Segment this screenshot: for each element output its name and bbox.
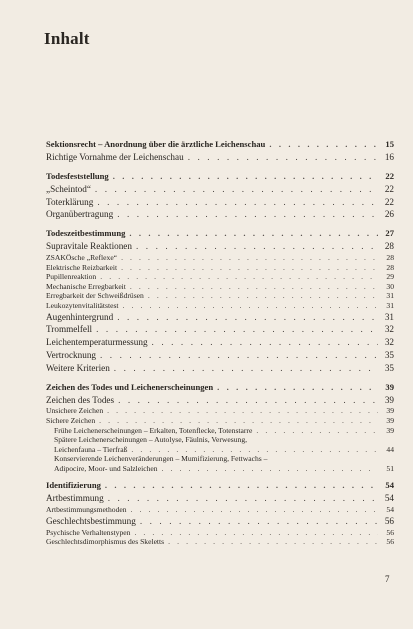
toc-page-number: 35 xyxy=(384,362,394,373)
toc-page-number: 56 xyxy=(386,527,394,537)
dot-leader xyxy=(117,208,378,221)
toc-section xyxy=(46,138,394,164)
dot-leader xyxy=(100,272,378,282)
toc-page-number: 28 xyxy=(386,252,394,262)
toc-entry-title: Leukozytenvitalitätstest xyxy=(46,300,119,310)
toc-page-number: 39 xyxy=(385,381,394,392)
dot-leader xyxy=(129,227,378,240)
dot-leader xyxy=(131,505,378,515)
toc-entry xyxy=(46,445,394,455)
dot-leader xyxy=(162,464,378,474)
page-title: Inhalt xyxy=(44,29,90,48)
toc-section-heading xyxy=(46,170,394,183)
toc-entry-title: Geschlechtsdimorphismus des Skeletts xyxy=(46,537,165,547)
toc-entry-title: Zeichen des Todes xyxy=(46,394,115,405)
toc-entry-title: Zeichen des Todes und Leichenerscheinungen xyxy=(46,381,214,392)
dot-leader xyxy=(97,196,378,209)
toc-page-number: 39 xyxy=(386,406,394,416)
toc-entry-title: Organübertragung xyxy=(46,209,114,220)
toc-section-heading xyxy=(46,381,394,394)
toc-entry xyxy=(46,208,394,221)
toc-entry-title: „Scheintod“ xyxy=(46,183,91,194)
toc-page-number: 32 xyxy=(384,324,394,335)
toc-page-number: 32 xyxy=(384,337,394,348)
toc-section-heading xyxy=(46,479,394,492)
toc-entry xyxy=(46,349,394,362)
toc-page-number: 28 xyxy=(384,241,394,252)
toc-section-heading xyxy=(46,227,394,240)
toc-entry-title: Pupillenreaktion xyxy=(46,272,97,282)
dot-leader xyxy=(140,515,378,528)
toc-entry-title: Sichere Zeichen xyxy=(46,415,96,425)
toc-entry-title: Identifizierung xyxy=(46,480,101,491)
toc-entry-title: Mechanische Erregbarkeit xyxy=(46,281,126,291)
toc-page-number: 35 xyxy=(384,349,394,360)
toc-entry xyxy=(46,282,394,292)
toc-entry xyxy=(46,336,394,349)
toc-entry xyxy=(46,537,394,547)
toc-page-number: 39 xyxy=(386,425,394,435)
toc-entry-title: ZSAKÖsche „Reflexe“ xyxy=(46,252,118,262)
toc-page-number: 16 xyxy=(384,152,394,162)
toc-page-number: 29 xyxy=(386,272,394,282)
toc-entry-title: Geschlechtsbestimmung xyxy=(46,515,136,526)
toc-section-heading xyxy=(46,138,394,151)
toc-entry-title: Toterklärung xyxy=(46,196,94,207)
toc-entry xyxy=(46,362,394,375)
dot-leader xyxy=(136,240,378,253)
toc-entry xyxy=(46,435,394,445)
toc-page-number: 54 xyxy=(385,480,394,491)
toc-page-number: 56 xyxy=(384,515,394,526)
toc-page-number: 27 xyxy=(385,228,394,239)
toc-entry xyxy=(46,301,394,311)
dot-leader xyxy=(123,301,378,311)
toc-section xyxy=(46,170,394,221)
toc-entry-title: Psychische Verhaltenstypen xyxy=(46,527,131,537)
toc-entry-title: Richtige Vornahme der Leichenschau xyxy=(46,152,184,162)
dot-leader xyxy=(100,349,378,362)
toc-entry xyxy=(46,151,394,164)
toc-entry xyxy=(46,196,394,209)
dot-leader xyxy=(269,138,378,151)
dot-leader xyxy=(256,426,378,436)
dot-leader xyxy=(114,362,378,375)
toc-entry-title: Supravitale Reaktionen xyxy=(46,241,132,252)
toc-page-number: 51 xyxy=(386,463,394,473)
toc-entry-title: Erregbarkeit der Schweißdrüsen xyxy=(46,291,144,301)
toc-page-number: 30 xyxy=(386,281,394,291)
toc-entry-title: Trommelfell xyxy=(46,324,93,335)
dot-leader xyxy=(96,323,378,336)
dot-leader xyxy=(121,253,378,263)
toc-entry-title: Artbestimmung xyxy=(46,493,104,504)
toc-entry xyxy=(46,263,394,273)
toc-page-number: 56 xyxy=(386,537,394,547)
dot-leader xyxy=(134,528,378,538)
dot-leader xyxy=(107,406,378,416)
toc-entry xyxy=(46,515,394,528)
toc-entry xyxy=(46,311,394,324)
toc-page-number: 44 xyxy=(386,444,394,454)
dot-leader xyxy=(168,537,378,547)
toc-entry xyxy=(46,406,394,416)
toc-page-number: 54 xyxy=(386,505,394,515)
dot-leader xyxy=(117,311,378,324)
dot-leader xyxy=(113,170,378,183)
toc-page-number: 22 xyxy=(384,183,394,194)
toc-page-number: 54 xyxy=(384,493,394,504)
toc-page-number: 26 xyxy=(384,209,394,220)
dot-leader xyxy=(108,492,378,505)
toc-entry-title: Todesfeststellung xyxy=(46,170,109,181)
toc-entry-title: Leichentemperaturmessung xyxy=(46,337,148,348)
toc-entry xyxy=(46,394,394,407)
toc-entry xyxy=(46,323,394,336)
toc-section xyxy=(46,381,394,474)
toc-entry-title: Adipocire, Moor- und Salzleichen xyxy=(54,463,158,473)
dot-leader xyxy=(118,394,378,407)
toc-entry xyxy=(46,426,394,436)
dot-leader xyxy=(130,282,378,292)
dot-leader xyxy=(105,479,378,492)
toc-page-number: 39 xyxy=(386,415,394,425)
toc-entry-title: Augenhintergrund xyxy=(46,311,114,322)
toc-entry-title: Konservierende Leichenveränderungen – Mumifizierung, Fettwachs – xyxy=(54,454,268,464)
dot-leader xyxy=(152,336,378,349)
toc-entry xyxy=(46,240,394,253)
toc-page-number: 31 xyxy=(386,291,394,301)
toc-page-number: 22 xyxy=(385,170,394,181)
toc-entry xyxy=(46,253,394,263)
dot-leader xyxy=(148,291,378,301)
toc-entry xyxy=(46,454,394,464)
toc-entry-title: Sektionsrecht – Anordnung über die ärztliche Leichenschau xyxy=(46,139,266,149)
table-of-contents xyxy=(46,138,394,553)
toc-entry-title: Weitere Kriterien xyxy=(46,362,110,373)
toc-entry-title: Unsichere Zeichen xyxy=(46,406,104,416)
toc-entry xyxy=(46,492,394,505)
toc-entry-title: Vertrocknung xyxy=(46,349,97,360)
toc-entry xyxy=(46,416,394,426)
toc-page-number: 31 xyxy=(384,311,394,322)
dot-leader xyxy=(121,263,378,273)
dot-leader xyxy=(131,445,378,455)
dot-leader xyxy=(95,183,378,196)
toc-entry-title: Leichenfauna – Tierfraß xyxy=(54,444,128,454)
toc-entry-title: Frühe Leichenerscheinungen – Erkalten, Totenflecke, Totenstarre xyxy=(54,425,253,435)
toc-entry-title: Artbestimmungsmethoden xyxy=(46,505,127,515)
toc-entry xyxy=(46,505,394,515)
toc-entry xyxy=(46,528,394,538)
toc-entry xyxy=(46,272,394,282)
toc-section xyxy=(46,227,394,374)
toc-page-number: 28 xyxy=(386,262,394,272)
page-number: 7 xyxy=(385,574,390,584)
dot-leader xyxy=(188,151,378,164)
toc-section xyxy=(46,479,394,546)
dot-leader xyxy=(99,416,378,426)
toc-entry-title: Elektrische Reizbarkeit xyxy=(46,262,118,272)
toc-entry-title: Spätere Leichenerscheinungen – Autolyse, Fäulnis, Verwesung, xyxy=(54,435,248,445)
toc-page-number: 22 xyxy=(384,196,394,207)
toc-page-number: 31 xyxy=(386,300,394,310)
toc-page-number: 15 xyxy=(385,139,394,149)
dot-leader xyxy=(217,381,378,394)
toc-entry xyxy=(46,291,394,301)
toc-entry xyxy=(46,183,394,196)
toc-page-number: 39 xyxy=(384,394,394,405)
toc-entry-title: Todeszeitbestimmung xyxy=(46,228,126,239)
toc-entry xyxy=(46,464,394,474)
